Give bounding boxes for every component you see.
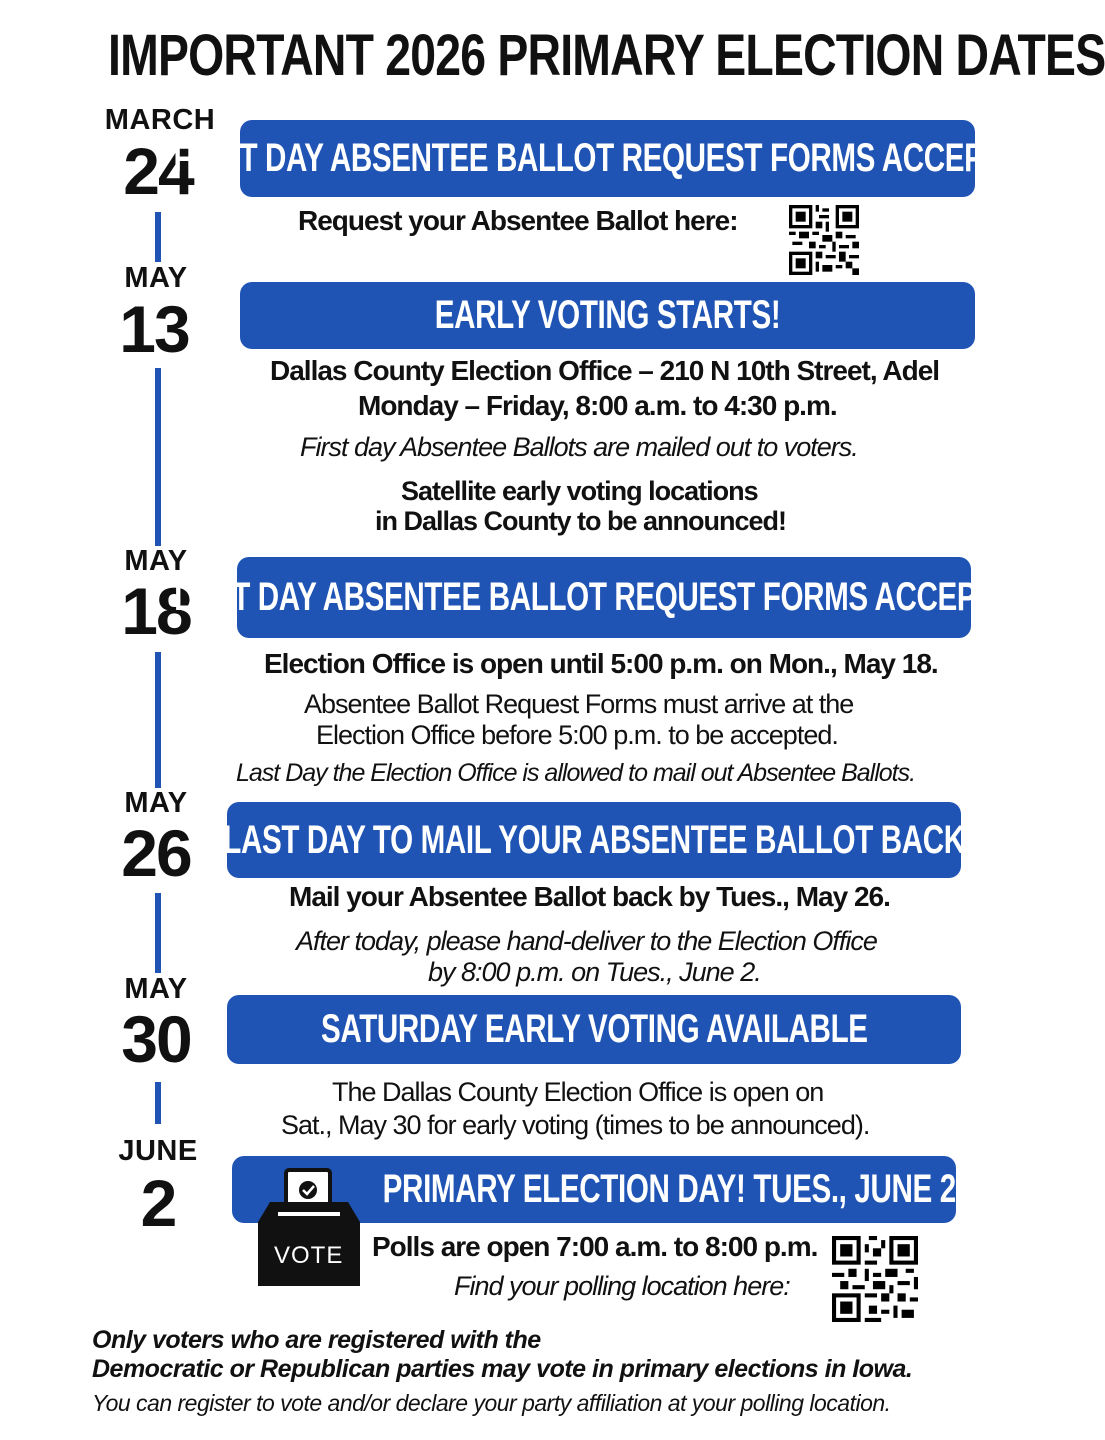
- event-detail: Dallas County Election Office – 210 N 10th Street, Adel: [270, 355, 940, 386]
- event-detail: Absentee Ballot Request Forms must arrive at the: [304, 689, 854, 719]
- event-detail: First day Absentee Ballots are mailed out to voters.: [300, 432, 858, 462]
- checkmark-icon: [299, 1181, 317, 1199]
- event-banner: LAST DAY ABSENTEE BALLOT REQUEST FORMS ACCEPTED: [237, 557, 971, 638]
- event-detail: Find your polling location here:: [454, 1271, 790, 1301]
- timeline-line: [155, 1082, 161, 1124]
- event-detail: Polls are open 7:00 a.m. to 8:00 p.m.: [372, 1231, 818, 1262]
- page-title: IMPORTANT 2026 PRIMARY ELECTION DATES: [108, 23, 1105, 88]
- date-month: MAY: [124, 787, 188, 819]
- event-banner: LAST DAY TO MAIL YOUR ABSENTEE BALLOT BACK: [227, 802, 961, 878]
- qr-code-icon[interactable]: [832, 1236, 918, 1322]
- date-day: 26: [121, 816, 191, 890]
- event-detail: Request your Absentee Ballot here:: [298, 205, 738, 236]
- event-detail: by 8:00 p.m. on Tues., June 2.: [428, 957, 761, 987]
- date-month: JUNE: [118, 1135, 198, 1167]
- event-detail: The Dallas County Election Office is open on: [332, 1077, 824, 1107]
- date-day: 13: [119, 292, 189, 366]
- date-month: MARCH: [104, 104, 216, 136]
- timeline-line: [155, 212, 161, 262]
- timeline-line: [155, 893, 161, 973]
- event-banner: SATURDAY EARLY VOTING AVAILABLE: [227, 995, 961, 1064]
- event-banner: PRIMARY ELECTION DAY! TUES., JUNE 2: [232, 1156, 956, 1223]
- vote-label: VOTE: [274, 1242, 344, 1269]
- event-detail: Sat., May 30 for early voting (times to be announced).: [281, 1110, 870, 1140]
- footer-line: Only voters who are registered with the: [92, 1326, 541, 1354]
- footer-line: Democratic or Republican parties may vote in primary elections in Iowa.: [92, 1355, 913, 1383]
- date-day: 2: [140, 1166, 176, 1240]
- event-detail: Mail your Absentee Ballot back by Tues., May 26.: [289, 881, 890, 912]
- date-month: MAY: [124, 262, 188, 294]
- event-detail: Satellite early voting locations: [401, 476, 758, 506]
- event-detail: Election Office is open until 5:00 p.m. on Mon., May 18.: [264, 648, 938, 679]
- event-detail: After today, please hand-deliver to the Election Office: [296, 926, 877, 956]
- event-banner: EARLY VOTING STARTS!: [240, 282, 975, 349]
- event-detail: Election Office before 5:00 p.m. to be accepted.: [316, 720, 838, 750]
- event-banner: FIRST DAY ABSENTEE BALLOT REQUEST FORMS ACCEPTED: [240, 120, 975, 197]
- event-detail: Last Day the Election Office is allowed to mail out Absentee Ballots.: [236, 759, 916, 787]
- footer-line: You can register to vote and/or declare your party affiliation at your polling location.: [92, 1390, 891, 1416]
- ballot-box-icon: [256, 1166, 362, 1288]
- event-detail: in Dallas County to be announced!: [375, 506, 787, 536]
- date-day: 30: [121, 1002, 191, 1076]
- timeline-line: [155, 652, 161, 788]
- date-day: 24: [123, 134, 193, 208]
- date-month: MAY: [124, 545, 188, 577]
- date-month: MAY: [124, 973, 188, 1005]
- date-day: 18: [121, 574, 191, 648]
- timeline-line: [155, 368, 161, 546]
- qr-code-icon[interactable]: [788, 205, 860, 275]
- event-detail: Monday – Friday, 8:00 a.m. to 4:30 p.m.: [358, 390, 837, 421]
